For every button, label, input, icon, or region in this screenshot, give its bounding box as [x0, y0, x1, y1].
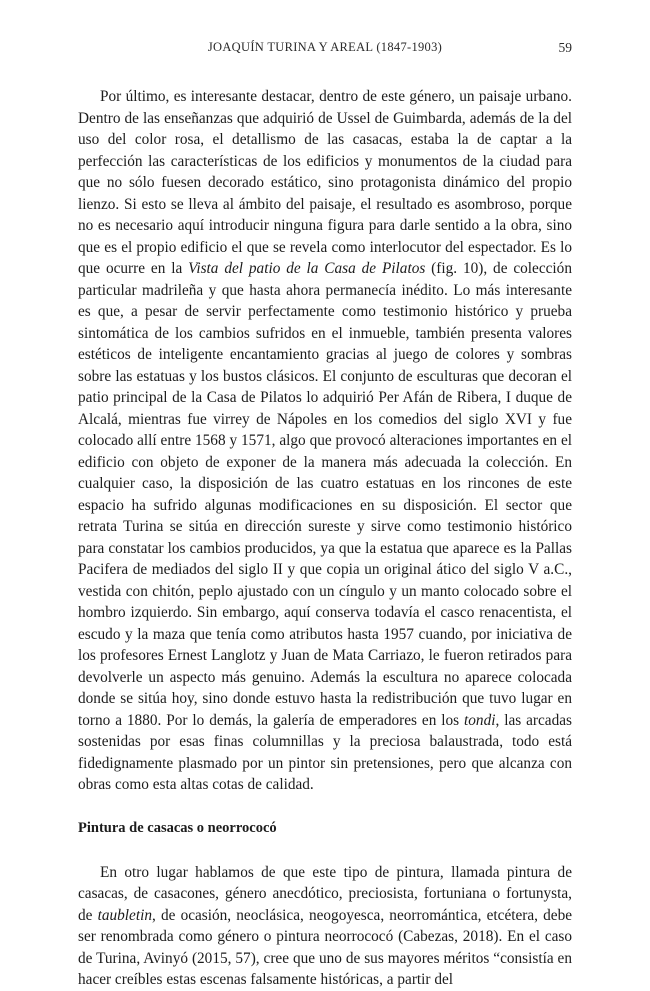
artwork-title: Vista del patio de la Casa de Pilatos [188, 260, 426, 277]
italic-term: taubletin [97, 906, 152, 924]
paragraph-text: En otro lugar hablamos de que este tipo de pintura, llamada pintura de casacas, de casacones, género anecdótico, preciosista, fortuniana o fortunysta, de [78, 863, 572, 924]
running-header-title: JOAQUÍN TURINA Y AREAL (1847-1903) [207, 40, 443, 54]
italic-term: tondi [464, 711, 496, 729]
paragraph-text: (fig. 10), de colección particular madrileña y que hasta ahora permanecía inédito. Lo más interesante es que, a pesar de servir perfectamente como testimonio histórico y prueba sintomática de los cambios sufridos en el inmueble, también presenta valores estéticos de inteligente encantamiento gracias al juego de colores y sombras sobre las estatuas y los bustos clásicos. El conjunto de esculturas que decoran el patio principal de la Casa de Pilatos lo adquirió Per Afán de Ribera, I duque de Alcalá, mientras fue virrey de Nápoles en los comedios del siglo XVI y fue colocado allí entre 1568 y 1571, algo que provocó alteraciones importantes en el edificio con objeto de exponer de la manera más adecuada la colección. En cualquier caso, la disposición de las cuatro estatuas en los rincones de este espacio ha sufrido algunas modificaciones en su disposición. El sector que retrata Turina se sitúa en dirección sureste y sirve como testimonio histórico para constatar los cambios producidos, ya que la estatua que aparece es la Pallas Pacifera de mediados del siglo II y que copia un original ático del siglo V a.C., vestida con chitón, peplo ajustado con un cíngulo y un manto colocado sobre el hombro izquierdo. Sin embargo, aquí conserva todavía el casco renacentista, el escudo y la maza que tenía como atributos hasta 1957 cuando, por iniciativa de los profesores Ernest Langlotz y Juan de Mata Carriazo, le fueron retirados para devolverle un aspecto más genuino. Además la escultura no aparece colocada donde se sitúa hoy, sino donde estuvo hasta la redistribución que tuvo lugar en torno a 1880. Por lo demás, la galería de emperadores en los [78, 260, 572, 729]
paragraph-pilatos-landscape [78, 86, 572, 796]
section-heading: Pintura de casacas o neorrococó [78, 819, 277, 836]
paragraph-casacas [78, 862, 572, 991]
running-header [0, 40, 650, 58]
body-text [78, 86, 572, 991]
paragraph-text: , las arcadas sostenidas por esas finas columnillas y la preciosa balaustrada, todo está fidedignamente plasmado por un pintor sin pretensiones, pero que alcanza con obras como esta altas cotas de calidad. [78, 711, 572, 793]
paragraph-text: , de ocasión, neoclásica, neogoyesca, neorromántica, etcétera, debe ser renombrada como género o pintura neorrococó (Cabezas, 2018). En el caso de Turina, Avinyó (2015, 57), cree que uno de sus mayores méritos “consistía en hacer creíbles estas escenas falsamente históricas, a partir del [78, 906, 573, 988]
paragraph-text: Por último, es interesante destacar, dentro de este género, un paisaje urbano. Dentro de las enseñanzas que adquirió de Ussel de Guimbarda, además de la del uso del color rosa, el detallismo de las casacas, estaba la de captar a la perfección las características de los edificios y monumentos de la ciudad para que no sólo fuesen decorado estático, sino protagonista dinámico del propio lienzo. Si esto se lleva al ámbito del paisaje, el resultado es asombroso, porque no es necesario aquí introducir ninguna figura para darle sentido a la obra, sino que es el propio edificio el que se revela como interlocutor del espectador. Es lo que ocurre en la [78, 88, 572, 277]
page-number: 59 [558, 40, 572, 55]
